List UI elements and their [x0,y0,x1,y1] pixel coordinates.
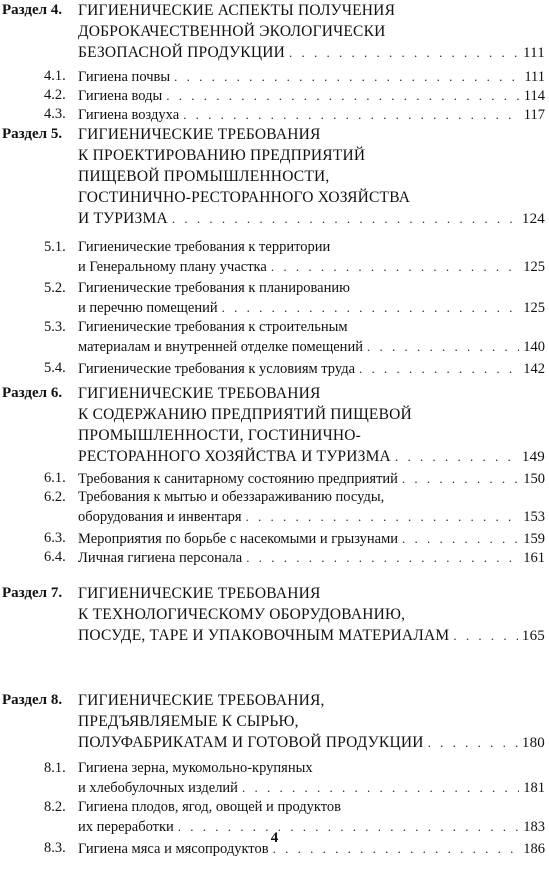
entry-title-page: 186 [523,841,545,857]
entry-title-last-line [78,86,545,105]
entry-title-text: Гигиена мяса и мясопродуктов [78,841,269,857]
section-title-line: ГОСТИНИЧНО-РЕСТОРАННОГО ХОЗЯЙСТВА [78,189,411,206]
section-title-line: К ПРОЕКТИРОВАНИЮ ПРЕДПРИЯТИЙ [78,147,366,164]
entry-number: 6.2. [44,489,66,505]
entry-title [78,67,545,86]
entry-title-page: 181 [523,780,545,796]
entry-title-text: Личная гигиена персонала [78,550,243,566]
entry-number: 5.4. [44,360,66,376]
entry-title [78,759,545,797]
section-title-line: ГИГИЕНИЧЕСКИЕ ТРЕБОВАНИЯ [78,385,321,402]
entry-title-line: Гигиенические требования к территории [78,239,331,255]
entry-title-text: Требования к санитарному состоянию предприятий [78,471,398,487]
entry-number: 6.4. [44,549,66,565]
entry-title-last-line [78,298,545,317]
entry-number: 6.1. [44,470,66,486]
entry-title [78,529,545,548]
entry-title-page: 125 [523,259,545,275]
section-title-line: ПРОМЫШЛЕННОСТИ, ГОСТИНИЧНО- [78,427,361,444]
section-title-line: ГИГИЕНИЧЕСКИЕ ТРЕБОВАНИЯ, [78,692,325,709]
section-title [78,583,545,646]
dot-leader [289,42,519,63]
dot-leader [453,625,518,646]
entry-title [78,86,545,105]
entry-number: 5.3. [44,319,66,335]
dot-leader [183,105,520,124]
entry-number: 8.3. [44,840,66,856]
entry-title [78,279,545,317]
section-title-line: ГИГИЕНИЧЕСКИЕ АСПЕКТЫ ПОЛУЧЕНИЯ [78,2,396,19]
entry-title [78,318,545,356]
section-title-text: И ТУРИЗМА [78,210,168,227]
section-title-line: ДОБРОКАЧЕСТВЕННОЙ ЭКОЛОГИЧЕСКИ [78,23,386,40]
section-label: Раздел 4. [2,2,63,18]
entry-number: 4.1. [44,68,66,84]
section-title-last-line [78,732,545,753]
entry-title-line: Гигиенические требования к строительным [78,319,348,335]
entry-number: 5.1. [44,239,66,255]
entry-title [78,359,545,378]
dot-leader [222,298,520,317]
entry-title-page: 117 [523,107,545,123]
section-title [78,383,545,467]
dot-leader [395,446,518,467]
entry-title-page: 159 [523,531,545,547]
entry-title-last-line [78,778,545,797]
section-title-text: БЕЗОПАСНОЙ ПРОДУКЦИИ [78,44,286,61]
entry-title-page: 111 [524,69,545,85]
entry-title-last-line [78,469,545,488]
entry-title-page: 125 [523,300,545,316]
section-title-text: ПОЛУФАБРИКАТАМ И ГОТОВОЙ ПРОДУКЦИИ [78,734,424,751]
entry-title-page: 142 [523,361,545,377]
section-title-text: РЕСТОРАННОГО ХОЗЯЙСТВА И ТУРИЗМА [78,448,391,465]
dot-leader [271,257,519,276]
entry-title-page: 150 [523,471,545,487]
dot-leader [359,359,519,378]
section-title-line: ГИГИЕНИЧЕСКИЕ ТРЕБОВАНИЯ [78,126,321,143]
entry-title-last-line [78,507,545,526]
section-title-page: 124 [521,211,545,227]
entry-title-page: 161 [523,550,545,566]
dot-leader [428,732,518,753]
entry-title-text: их переработки [78,819,174,835]
section-title-last-line [78,208,545,229]
entry-title-text: оборудования и инвентаря [78,509,242,525]
section-title-page: 180 [521,735,545,751]
section-title-last-line [78,625,545,646]
section-title-line: ГИГИЕНИЧЕСКИЕ ТРЕБОВАНИЯ [78,585,321,602]
entry-title-text: Гигиена почвы [78,69,171,85]
entry-title-page: 183 [523,819,545,835]
section-title-page: 165 [521,628,545,644]
dot-leader [402,529,519,548]
entry-title-last-line [78,529,545,548]
entry-title-line: Требования к мытью и обеззараживанию посуды, [78,489,385,505]
section-title-line: ПРЕДЪЯВЛЯЕМЫЕ К СЫРЬЮ, [78,713,299,730]
section-label: Раздел 6. [2,385,63,401]
entry-title [78,105,545,124]
entry-number: 8.2. [44,799,66,815]
section-title-text: ПОСУДЕ, ТАРЕ И УПАКОВОЧНЫМ МАТЕРИАЛАМ [78,627,450,644]
entry-number: 8.1. [44,760,66,776]
entry-title-last-line [78,257,545,276]
entry-title-text: и хлебобулочных изделий [78,780,238,796]
entry-title-page: 114 [523,88,545,104]
section-title-page: 111 [523,45,545,61]
section-title-last-line [78,446,545,467]
dot-leader [242,778,519,797]
section-title [78,690,545,753]
entry-title-last-line [78,67,545,86]
dot-leader [172,208,518,229]
section-title [78,0,545,63]
entry-title-text: Гигиена воздуха [78,107,180,123]
section-label: Раздел 5. [2,126,63,142]
entry-title-text: и перечню помещений [78,300,218,316]
entry-title-page: 140 [523,339,545,355]
entry-title-last-line [78,337,545,356]
entry-title [78,469,545,488]
entry-title-line: Гигиенические требования к планированию [78,280,350,296]
entry-title [78,548,545,567]
entry-title-text: Гигиенические требования к условиям труда [78,361,356,377]
dot-leader [246,548,519,567]
entry-title-last-line [78,548,545,567]
section-title-last-line [78,42,545,63]
entry-title-line: Гигиена плодов, ягод, овощей и продуктов [78,799,342,815]
entry-number: 6.3. [44,530,66,546]
section-label: Раздел 7. [2,585,63,601]
page-number: 4 [270,830,279,846]
entry-title-last-line [78,105,545,124]
entry-title-text: Мероприятия по борьбе с насекомыми и грызунами [78,531,399,547]
entry-title-line: Гигиена зерна, мукомольно-крупяных [78,760,313,776]
entry-title-last-line [78,359,545,378]
dot-leader [367,337,519,356]
entry-title-text: и Генеральному плану участка [78,259,267,275]
dot-leader [246,507,520,526]
entry-title-text: Гигиена воды [78,88,163,104]
dot-leader [166,86,520,105]
entry-title-page: 153 [523,509,545,525]
entry-number: 5.2. [44,280,66,296]
dot-leader [402,469,519,488]
section-label: Раздел 8. [2,692,63,708]
section-title [78,124,545,229]
section-title-line: К СОДЕРЖАНИЮ ПРЕДПРИЯТИЙ ПИЩЕВОЙ [78,406,412,423]
entry-number: 4.3. [44,106,66,122]
entry-title [78,238,545,276]
entry-title-text: материалам и внутренней отделке помещений [78,339,363,355]
dot-leader [174,67,520,86]
entry-number: 4.2. [44,87,66,103]
section-title-line: К ТЕХНОЛОГИЧЕСКОМУ ОБОРУДОВАНИЮ, [78,606,406,623]
entry-title [78,488,545,526]
section-title-line: ПИЩЕВОЙ ПРОМЫШЛЕННОСТИ, [78,168,330,185]
section-title-page: 149 [521,449,545,465]
